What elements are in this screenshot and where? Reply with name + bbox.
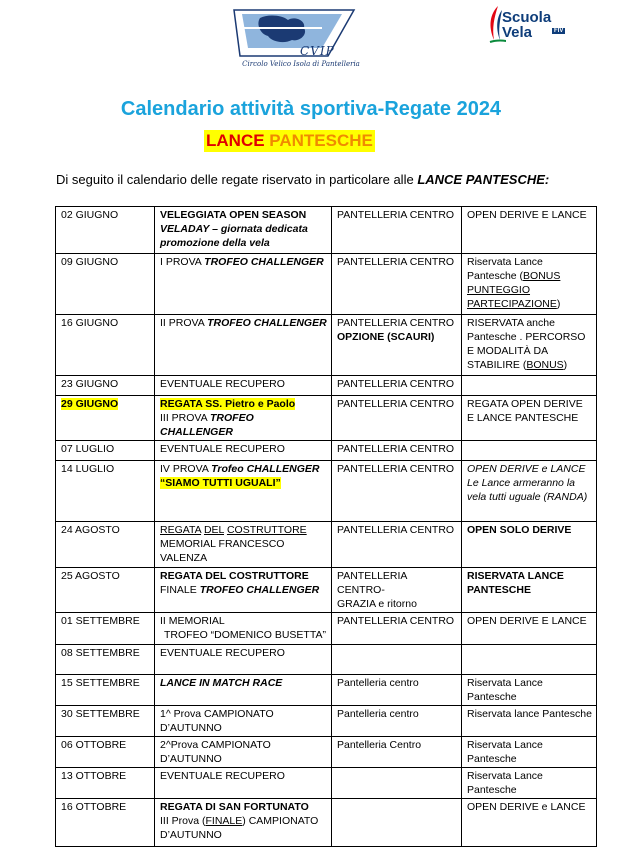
date-cell: 29 GIUGNO bbox=[56, 396, 155, 441]
event-cell: REGATA SS. Pietro e Paolo III PROVA TROFEO CHALLENGER bbox=[155, 396, 332, 441]
notes-cell: Riservata Lance Pantesche (BONUS PUNTEGGIO PARTECIPAZIONE) bbox=[462, 254, 597, 315]
date-cell: 16 OTTOBRE bbox=[56, 799, 155, 847]
place-cell: PANTELLERIA CENTRO bbox=[332, 613, 462, 645]
date-cell: 06 OTTOBRE bbox=[56, 737, 155, 768]
date-cell: 16 GIUGNO bbox=[56, 315, 155, 376]
table-row bbox=[56, 441, 597, 461]
table-row bbox=[56, 461, 597, 522]
notes-cell bbox=[462, 441, 597, 461]
cvip-logo-name: CVIP bbox=[300, 44, 335, 58]
page-subtitle: LANCE PANTESCHE bbox=[206, 131, 373, 150]
table-row bbox=[56, 376, 597, 396]
notes-cell: Riservata lance Pantesche bbox=[462, 706, 597, 737]
date-cell: 24 AGOSTO bbox=[56, 522, 155, 568]
notes-cell: RISERVATA LANCE PANTESCHE bbox=[462, 568, 597, 613]
table-row bbox=[56, 522, 597, 568]
notes-cell: OPEN SOLO DERIVE bbox=[462, 522, 597, 568]
scuola-vela-logo bbox=[486, 4, 596, 44]
notes-cell: OPEN DERIVE E LANCE bbox=[462, 613, 597, 645]
place-cell: PANTELLERIA CENTRO- GRAZIA e ritorno bbox=[332, 568, 462, 613]
table-row bbox=[56, 568, 597, 613]
notes-cell bbox=[462, 376, 597, 396]
event-cell: REGATA DEL COSTRUTTORE MEMORIAL FRANCESCO VALENZA bbox=[155, 522, 332, 568]
regatta-calendar-table bbox=[55, 206, 597, 847]
date-cell: 02 GIUGNO bbox=[56, 207, 155, 254]
date-cell: 01 SETTEMBRE bbox=[56, 613, 155, 645]
event-cell: VELEGGIATA OPEN SEASON VELADAY – giornata dedicata promozione della vela bbox=[155, 207, 332, 254]
date-cell: 09 GIUGNO bbox=[56, 254, 155, 315]
table-row bbox=[56, 737, 597, 768]
page-title: Calendario attività sportiva-Regate 2024 bbox=[120, 98, 502, 120]
event-cell: 2^Prova CAMPIONATO D’AUTUNNO bbox=[155, 737, 332, 768]
notes-cell: OPEN DERIVE e LANCE bbox=[462, 799, 597, 847]
event-cell: REGATA DI SAN FORTUNATO III Prova (FINALE) CAMPIONATO D’AUTUNNO bbox=[155, 799, 332, 847]
table-row bbox=[56, 396, 597, 441]
table-row bbox=[56, 706, 597, 737]
event-cell: EVENTUALE RECUPERO bbox=[155, 376, 332, 396]
table-row bbox=[56, 207, 597, 254]
scuola-vela-wordmark: Scuola Vela bbox=[502, 9, 552, 41]
notes-cell: RISERVATA anche Pantesche . PERCORSO E MODALITÀ DA STABILIRE (BONUS) bbox=[462, 315, 597, 376]
date-cell: 14 LUGLIO bbox=[56, 461, 155, 522]
event-cell: EVENTUALE RECUPERO bbox=[155, 441, 332, 461]
date-cell: 23 GIUGNO bbox=[56, 376, 155, 396]
notes-cell: Riservata Lance Pantesche bbox=[462, 675, 597, 706]
intro-text: Di seguito il calendario delle regate riservato in particolare alle LANCE PANTESCHE: bbox=[56, 172, 550, 187]
place-cell: Pantelleria centro bbox=[332, 706, 462, 737]
table-row bbox=[56, 613, 597, 645]
table-row bbox=[56, 645, 597, 675]
event-cell: EVENTUALE RECUPERO bbox=[155, 768, 332, 799]
place-cell: PANTELLERIA CENTRO bbox=[332, 376, 462, 396]
notes-cell: Riservata Lance Pantesche bbox=[462, 737, 597, 768]
cvip-logo bbox=[222, 4, 368, 74]
date-cell: 15 SETTEMBRE bbox=[56, 675, 155, 706]
place-cell: Pantelleria Centro bbox=[332, 737, 462, 768]
notes-cell: REGATA OPEN DERIVE E LANCE PANTESCHE bbox=[462, 396, 597, 441]
table-row bbox=[56, 254, 597, 315]
event-cell: EVENTUALE RECUPERO bbox=[155, 645, 332, 675]
place-cell: PANTELLERIA CENTRO OPZIONE (SCAURI) bbox=[332, 315, 462, 376]
place-cell: PANTELLERIA CENTRO bbox=[332, 441, 462, 461]
notes-cell bbox=[462, 645, 597, 675]
cvip-logo-subtitle: Circolo Velico Isola di Pantelleria bbox=[242, 60, 360, 68]
table-row bbox=[56, 315, 597, 376]
place-cell: PANTELLERIA CENTRO bbox=[332, 254, 462, 315]
place-cell: PANTELLERIA CENTRO bbox=[332, 207, 462, 254]
event-cell: II MEMORIAL TROFEO “DOMENICO BUSETTA” bbox=[155, 613, 332, 645]
event-cell: IV PROVA Trofeo CHALLENGER “SIAMO TUTTI UGUALI” bbox=[155, 461, 332, 522]
place-cell: Pantelleria centro bbox=[332, 675, 462, 706]
event-cell: II PROVA TROFEO CHALLENGER bbox=[155, 315, 332, 376]
date-cell: 07 LUGLIO bbox=[56, 441, 155, 461]
place-cell: PANTELLERIA CENTRO bbox=[332, 461, 462, 522]
date-cell: 08 SETTEMBRE bbox=[56, 645, 155, 675]
fiv-badge: FIV bbox=[554, 28, 564, 34]
place-cell bbox=[332, 768, 462, 799]
date-cell: 13 OTTOBRE bbox=[56, 768, 155, 799]
place-cell bbox=[332, 645, 462, 675]
place-cell: PANTELLERIA CENTRO bbox=[332, 522, 462, 568]
event-cell: REGATA DEL COSTRUTTORE FINALE TROFEO CHALLENGER bbox=[155, 568, 332, 613]
event-cell: I PROVA TROFEO CHALLENGER bbox=[155, 254, 332, 315]
table-row bbox=[56, 799, 597, 847]
place-cell bbox=[332, 799, 462, 847]
date-cell: 25 AGOSTO bbox=[56, 568, 155, 613]
notes-cell: OPEN DERIVE E LANCE bbox=[462, 207, 597, 254]
date-cell: 30 SETTEMBRE bbox=[56, 706, 155, 737]
notes-cell: OPEN DERIVE e LANCE Le Lance armeranno la vela tutti uguale (RANDA) bbox=[462, 461, 597, 522]
event-cell: 1^ Prova CAMPIONATO D’AUTUNNO bbox=[155, 706, 332, 737]
event-cell: LANCE IN MATCH RACE bbox=[155, 675, 332, 706]
notes-cell: Riservata Lance Pantesche bbox=[462, 768, 597, 799]
table-row bbox=[56, 768, 597, 799]
table-row bbox=[56, 675, 597, 706]
place-cell: PANTELLERIA CENTRO bbox=[332, 396, 462, 441]
